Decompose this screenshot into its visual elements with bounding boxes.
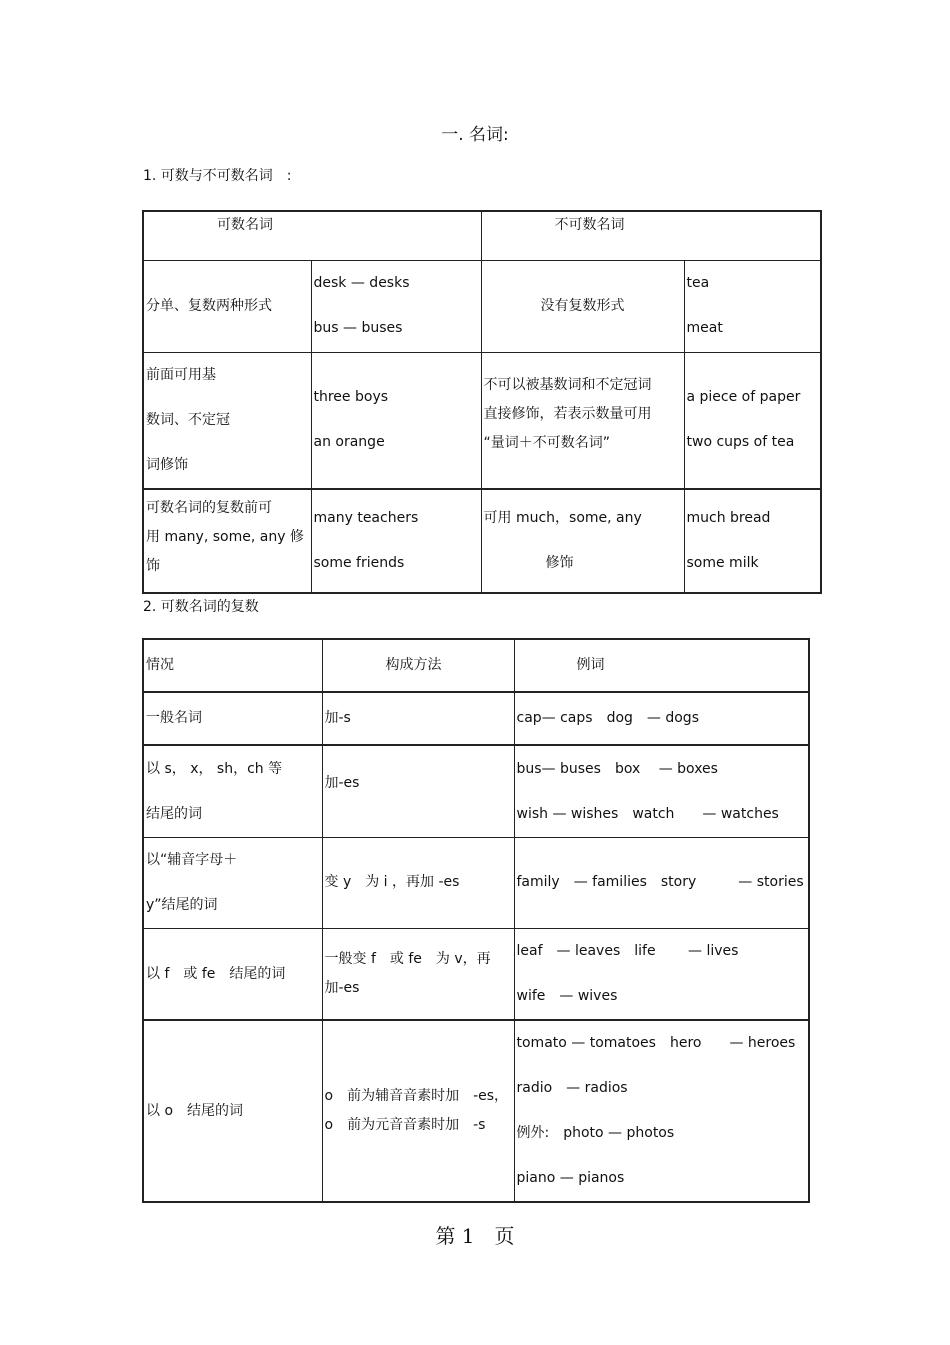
examples-cell: family — families story — stories: [514, 837, 809, 928]
header-examples: 例词: [514, 639, 809, 692]
table-row: [143, 692, 809, 745]
countable-examples: three boys an orange: [311, 352, 481, 489]
method-cell: 加-es: [322, 745, 514, 837]
section-heading-plural: 2. 可数名词的复数: [143, 599, 259, 615]
situation-cell: 以 o 结尾的词: [143, 1020, 322, 1202]
table-header-row: [143, 211, 821, 260]
examples-cell: bus— buses box — boxes wish — wishes watch — watches: [514, 745, 809, 837]
countable-examples: many teachers some friends: [311, 489, 481, 593]
uncountable-examples: a piece of paper two cups of tea: [684, 352, 821, 489]
header-situation: 情况: [143, 639, 322, 692]
page-title: 一. 名词:: [441, 125, 509, 145]
examples-cell: tomato — tomatoes hero — heroes radio — radios 例外: photo — photos piano — pianos: [514, 1020, 809, 1202]
page-number: 第 1 页: [435, 1224, 515, 1248]
table-row: [143, 489, 821, 593]
table-header-row: [143, 639, 809, 692]
countable-examples: desk — desks bus — buses: [311, 260, 481, 352]
uncountable-rule: 不可以被基数词和不定冠词 直接修饰，若表示数量可用 “量词＋不可数名词”: [481, 352, 684, 489]
table-row: [143, 1020, 809, 1202]
examples-cell: leaf — leaves life — lives wife — wives: [514, 928, 809, 1020]
uncountable-examples: much bread some milk: [684, 489, 821, 593]
table-row: [143, 260, 821, 352]
table-row: [143, 928, 809, 1020]
situation-cell: 一般名词: [143, 692, 322, 745]
uncountable-rule: 没有复数形式: [481, 260, 684, 352]
method-cell: 变 y 为 i ，再加 -es: [322, 837, 514, 928]
table-row: [143, 352, 821, 489]
method-cell: 一般变 f 或 fe 为 v，再 加-es: [322, 928, 514, 1020]
plural-forms-table: [142, 638, 810, 1203]
countable-rule: 前面可用基 数词、不定冠 词修饰: [143, 352, 311, 489]
uncountable-rule: 可用 much，some, any 修饰: [481, 489, 684, 593]
method-cell: 加-s: [322, 692, 514, 745]
header-method: 构成方法: [322, 639, 514, 692]
table-row: [143, 745, 809, 837]
countable-rule: 分单、复数两种形式: [143, 260, 311, 352]
situation-cell: 以“辅音字母＋ y”结尾的词: [143, 837, 322, 928]
header-countable: 可数名词: [143, 211, 481, 260]
situation-cell: 以 f 或 fe 结尾的词: [143, 928, 322, 1020]
situation-cell: 以 s， x， sh，ch 等 结尾的词: [143, 745, 322, 837]
header-uncountable: 不可数名词: [481, 211, 821, 260]
examples-cell: cap— caps dog — dogs: [514, 692, 809, 745]
table-row: [143, 837, 809, 928]
section-heading-countable: 1. 可数与不可数名词 :: [143, 168, 292, 184]
method-cell: o 前为辅音音素时加 -es， o 前为元音音素时加 -s: [322, 1020, 514, 1202]
countable-uncountable-table: [142, 210, 822, 594]
countable-rule: 可数名词的复数前可 用 many, some, any 修 饰: [143, 489, 311, 593]
uncountable-examples: tea meat: [684, 260, 821, 352]
